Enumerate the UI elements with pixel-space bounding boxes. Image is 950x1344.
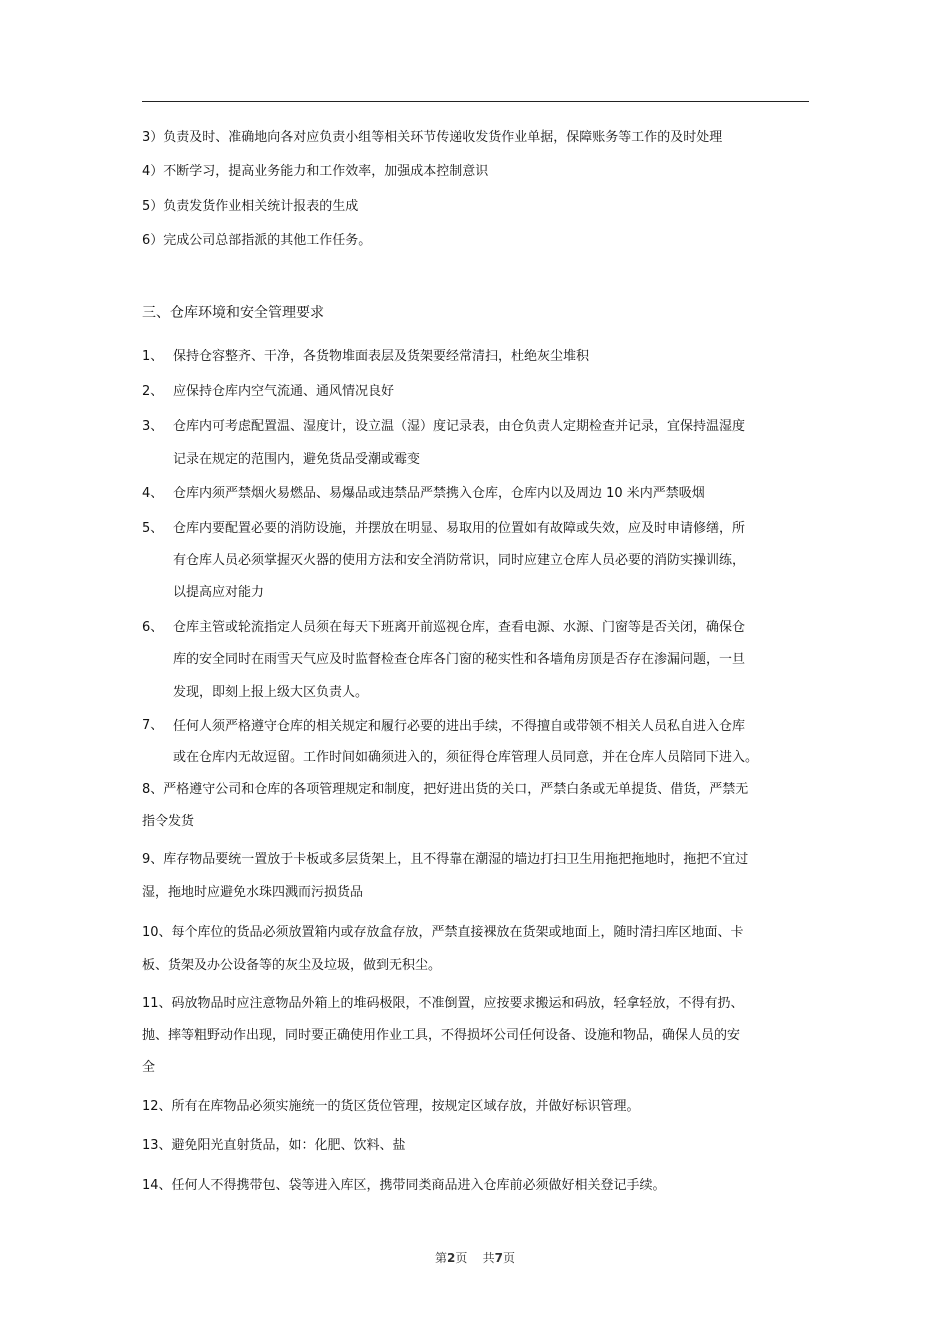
rule-item-14: 14、任何人不得携带包、袋等进入库区，携带同类商品进入仓库前必须做好相关登记手续。	[142, 1178, 666, 1193]
item-text: 仓库内要配置必要的消防设施，并摆放在明显、易取用的位置如有故障或失效，应及时申请修缮，所	[173, 521, 746, 536]
item-text: 仓库内须严禁烟火易燃品、易爆品或违禁品严禁携入仓库，仓库内以及周边 10 米内严禁吸烟	[173, 486, 705, 501]
rule-item-13: 13、避免阳光直射货品，如：化肥、饮料、盐	[142, 1138, 406, 1153]
item-text: 记录在规定的范围内，避免货品受潮或霉变	[173, 452, 421, 467]
item-number: 3、	[142, 419, 164, 434]
item-number: 6、	[142, 620, 164, 635]
item-text: 有仓库人员必须掌握灭火器的使用方法和安全消防常识，同时应建立仓库人员必要的消防实操训练，	[173, 553, 746, 568]
duty-item-4: 4）不断学习，提高业务能力和工作效率，加强成本控制意识	[142, 164, 489, 179]
item-text: 发现，即刻上报上级大区负责人。	[173, 685, 369, 700]
item-text: 以提高应对能力	[173, 585, 265, 600]
rule-item-10: 10、每个库位的货品必须放置箱内或存放盒存放，严禁直接裸放在货架或地面上，随时清扫库区地面、卡	[142, 925, 744, 940]
page-footer	[0, 1249, 950, 1266]
rule-item-8-cont: 指令发货	[142, 814, 195, 829]
duty-item-6: 6）完成公司总部指派的其他工作任务。	[142, 233, 372, 248]
rule-item-8: 8、严格遵守公司和仓库的各项管理规定和制度，把好进出货的关口，严禁白条或无单提货、借货，严禁无	[142, 782, 749, 797]
header-rule	[142, 101, 809, 102]
item-number: 5、	[142, 521, 164, 536]
rule-item-11-cont: 全	[142, 1060, 156, 1075]
rule-item-10-cont: 板、货架及办公设备等的灰尘及垃圾，做到无积尘。	[142, 958, 442, 973]
rule-item-11: 11、码放物品时应注意物品外箱上的堆码极限，不准倒置，应按要求搬运和码放，轻拿轻放，不得有扔、	[142, 996, 744, 1011]
item-text: 仓库主管或轮流指定人员须在每天下班离开前巡视仓库，查看电源、水源、门窗等是否关闭，确保仓	[173, 620, 746, 635]
duty-item-5: 5）负责发货作业相关统计报表的生成	[142, 199, 359, 214]
item-number: 4、	[142, 486, 164, 501]
rule-item-9: 9、库存物品要统一置放于卡板或多层货架上，且不得靠在潮湿的墙边打扫卫生用拖把拖地时，拖把不宜过	[142, 852, 749, 867]
footer-mid: 页 共	[455, 1251, 495, 1265]
footer-suffix: 页	[502, 1251, 515, 1265]
footer-total-pages: 7	[494, 1251, 503, 1265]
item-number: 2、	[142, 384, 164, 399]
footer-prefix: 第	[434, 1251, 447, 1265]
item-text: 或在仓库内无故逗留。工作时间如确须进入的，须征得仓库管理人员同意，并在仓库人员陪同下进入。	[173, 750, 759, 765]
item-text: 库的安全同时在雨雪天气应及时监督检查仓库各门窗的秘实性和各墙角房顶是否存在渗漏问题，一旦	[173, 652, 746, 667]
item-number: 7、	[142, 718, 164, 733]
item-text: 仓库内可考虑配置温、湿度计，设立温（湿）度记录表，由仓负责人定期检查并记录，宜保持温湿度	[173, 419, 746, 434]
item-number: 1、	[142, 349, 164, 364]
rule-item-11-cont: 抛、摔等粗野动作出现，同时要正确使用作业工具，不得损坏公司任何设备、设施和物品，确保人员的安	[142, 1028, 741, 1043]
item-text: 保持仓容整齐、干净，各货物堆面表层及货架要经常清扫，杜绝灰尘堆积	[173, 349, 590, 364]
item-text: 应保持仓库内空气流通、通风情况良好	[173, 384, 395, 399]
section-title: 三、仓库环境和安全管理要求	[142, 305, 324, 321]
rule-item-9-cont: 湿，拖地时应避免水珠四溅而污损货品	[142, 885, 364, 900]
duty-item-3: 3）负责及时、准确地向各对应负责小组等相关环节传递收发货作业单据，保障账务等工作的及时处理	[142, 130, 723, 145]
item-text: 任何人须严格遵守仓库的相关规定和履行必要的进出手续，不得擅自或带领不相关人员私自进入仓库	[173, 719, 746, 734]
rule-item-12: 12、所有在库物品必须实施统一的货区货位管理，按规定区域存放，并做好标识管理。	[142, 1099, 640, 1114]
footer-page-number: 2	[447, 1251, 456, 1265]
